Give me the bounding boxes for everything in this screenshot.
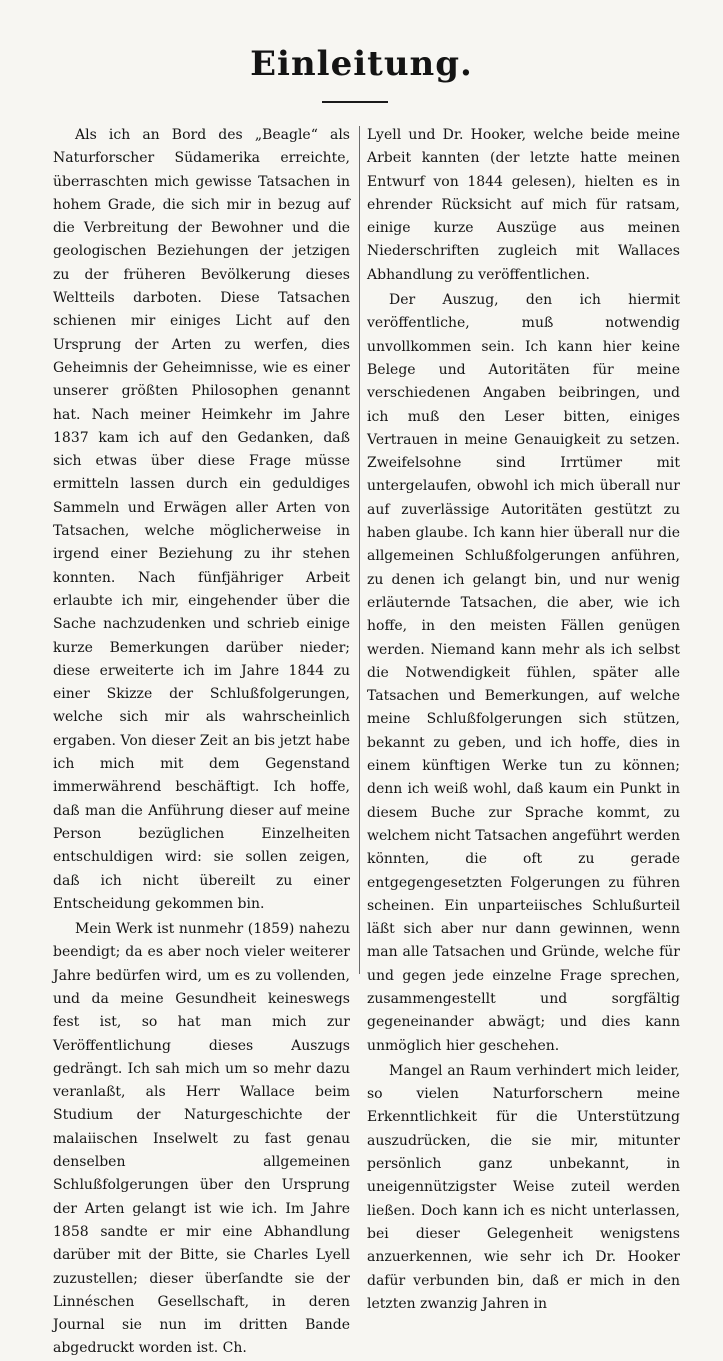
title-divider	[322, 101, 388, 103]
right-column	[367, 124, 680, 1316]
paragraph: Der Auszug, den ich hiermit veröffentliche, muß notwendig unvollkommen sein. Ich kann hier keine Belege und Autoritäten für meine verschiedenen Angaben beibringen, und ich muß den Leser bitten, einiges Vertrauen in meine Genauigkeit zu setzen. Zweifelsohne sind Irrtümer mit untergelaufen, obwohl ich mich überall nur auf zuverlässige Autoritäten gestützt zu haben glaube. Ich kann hier überall nur die allgemeinen Schlußfolgerungen anführen, zu denen ich gelangt bin, und nur wenig erläuternde Tatsachen, die aber, wie ich hoffe, in den meisten Fällen genügen werden. Niemand kann mehr als ich selbst die Notwendigkeit fühlen, später alle Tatsachen und Bemerkungen, auf welche meine Schlußfolgerungen sich stützen, bekannt zu geben, und ich hoffe, dies in einem künftigen Werke tun zu können; denn ich weiß wohl, daß kaum ein Punkt in diesem Buche zur Sprache kommt, zu welchem nicht Tatsachen angeführt werden könnten, die oft zu gerade entgegengesetzten Folgerungen zu führen scheinen. Ein unparteiisches Schlußurteil läßt sich aber nur dann gewinnen, wenn man alle Tatsachen und Gründe, welche für und gegen jede einzelne Frage sprechen, zusammengestellt und sorgfältig gegeneinander abwägt; und dies kann unmöglich hier geschehen.	[367, 292, 680, 1054]
paragraph: Als ich an Bord des „Beagle“ als Naturforscher Südamerika erreichte, überraschten mich gewisse Tatsachen in hohem Grade, die sich mir in bezug auf die Verbreitung der Bewohner und die geologischen Beziehungen der jetzigen zu der früheren Bevölkerung dieses Weltteils darboten. Diese Tatsachen schienen mir einiges Licht auf den Ursprung der Arten zu werfen, dies Geheimnis der Geheimnisse, wie es einer unserer größten Philosophen genannt hat. Nach meiner Heimkehr im Jahre 1837 kam ich auf den Gedanken, daß sich etwas über diese Frage müsse ermitteln lassen durch ein geduldiges Sammeln und Erwägen aller Arten von Tatsachen, welche möglicherweise in irgend einer Beziehung zu ihr stehen konnten. Nach fünfjähriger Arbeit erlaubte ich mir, eingehender über die Sache nachzudenken und schrieb einige kurze Bemerkungen darüber nieder; diese erweiterte ich im Jahre 1844 zu einer Skizze der Schlußfolgerungen, welche sich mir als wahrscheinlich ergaben. Von dieser Zeit an bis jetzt habe ich mich mit dem Gegenstand immerwährend beschäftigt. Ich hoffe, daß man die Anführung dieser auf meine Person bezüglichen Einzelheiten entschuldigen wird: sie sollen zeigen, daß ich nicht übereilt zu einer Entscheidung gekommen bin.	[53, 127, 350, 912]
paragraph-continued: Lyell und Dr. Hooker, welche beide meine Arbeit kannten (der letzte hatte meinen Entwurf von 1844 gelesen), hielten es in ehrender Rücksicht auf mich für ratsam, einige kurze Auszüge aus meinen Niederschriften zugleich mit Wallaces Abhandlung zu veröffentlichen.	[367, 127, 680, 283]
left-column	[53, 124, 350, 1361]
page-title: Einleitung.	[250, 44, 473, 84]
paragraph: Mangel an Raum verhindert mich leider, so vielen Naturforschern meine Erkenntlichkeit für die Unterstützung auszudrücken, die sie mir, mitunter persönlich ganz unbekannt, in uneigennützigster Weise zuteil werden ließen. Doch kann ich es nicht unterlassen, bei dieser Gelegenheit wenigstens anzuerkennen, wie sehr ich Dr. Hooker dafür verbunden bin, daß er mich in den letzten zwanzig Jahren in	[367, 1062, 680, 1312]
column-divider	[359, 126, 360, 974]
paragraph: Mein Werk ist nunmehr (1859) nahezu beendigt; da es aber noch vieler weiterer Jahre bedürfen wird, um es zu vollenden, und da meine Gesundheit keineswegs fest ist, so hat man mich zur Veröffentlichung dieses Auszugs gedrängt. Ich sah mich um so mehr dazu veranlaßt, als Herr Wallace beim Studium der Naturgeschichte der malaiischen Inselwelt zu fast genau denselben allgemeinen Schlußfolgerungen über den Ursprung der Arten gelangt ist wie ich. Im Jahre 1858 sandte er mir eine Abhandlung darüber mit der Bitte, sie Charles Lyell zuzustellen; dieser überſandte sie der Linnéschen Gesellschaft, in deren Journal sie nun im dritten Bande abgedruckt worden ist. Ch.	[53, 921, 350, 1357]
